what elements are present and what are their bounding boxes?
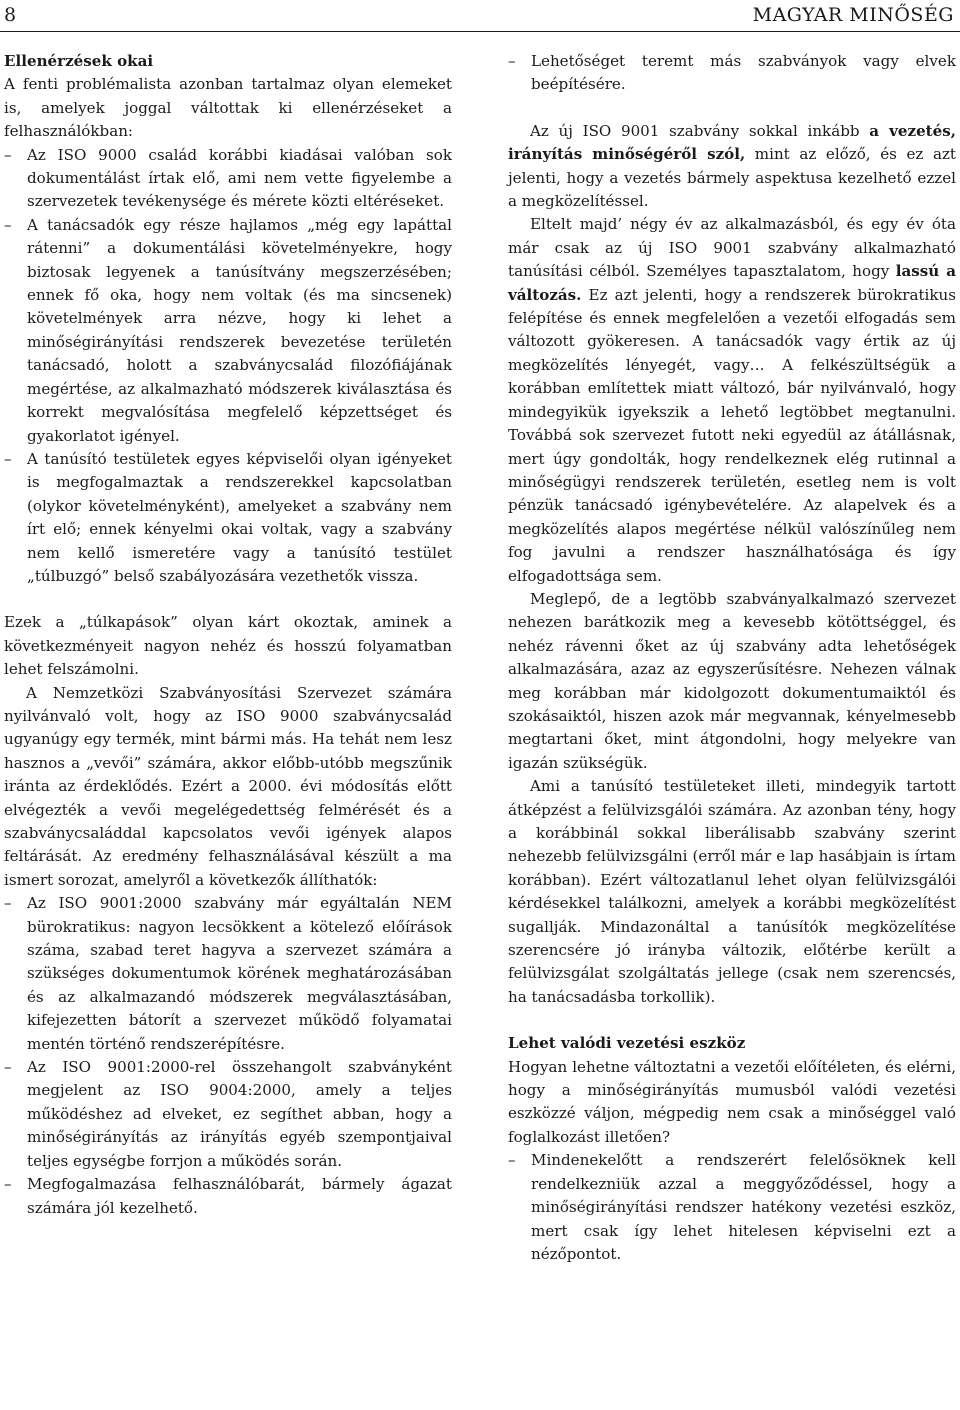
body-paragraph [508, 120, 956, 214]
objections-list [4, 144, 452, 589]
intro-paragraph: A fenti problémalista azonban tartalmaz olyan elemeket is, amelyek joggal váltottak ki ellenérzéseket a felhasználókban: [4, 75, 452, 141]
text-run: Az új ISO 9001 szabvány sokkal inkább [530, 121, 870, 140]
list-item: – Megfogalmazása felhasználóbarát, bármely ágazat számára jól kezelhető. [4, 1173, 452, 1220]
emphasis-text: a vezetés, irányítás minőségéről szól, [508, 121, 956, 164]
body-paragraph: Ami a tanúsító testületeket illeti, mindegyik tartott átképzést a felülvizsgálói számára. Az azonban tény, hogy a korábbinál sokkal liberálisabb szabvány szerint nehezebb felülvizsgálni (erről már e lap hasábjain is írtam korábban). Ezért változatlanul lehet olyan felülvizsgálói kérdésekkel találkozni, amelyek a korábbi megközelítést sugallják. Mindazonáltal a tanúsítók megközelítése szerencsére jó irányba változik, előtérbe került a felülvizsgálat szolgáltatás jellege (csak nem szerencsés, ha tanácsadásba torkollik). [508, 777, 956, 1006]
page-number: 8 [4, 4, 17, 26]
text-run: mint az előző, és ez azt jelenti, hogy a vezetés bármely aspektusa kezelhető ezzel a megközelítéssel. [508, 145, 956, 211]
page-header [0, 0, 960, 34]
section-heading-objections: Ellenérzések okai [4, 52, 154, 70]
header-rule [0, 31, 960, 32]
text-run: Ez azt jelenti, hogy a rendszerek bürokratikus felépítése és ennek megfelelően a vezetői elfogadás sem változott gyökeresen. A tanácsadók vagy értik az új megközelítés lényegét, vagy… A felkészültségük a korábban említettek miatt változó, bár nyilvánvaló, hogy mindegyikük igyekszik a lehető legtöbbet megtanulni. Továbbá sok szervezet futott neki egyedül az átállásnak, mert úgy gondolták, hogy rendelkeznek elég rutinnal a minőségügyi rendszerek területén, esetleg nem is volt pénzük tanácsadó igénybevételére. Az alapelvek és a megközelítés alapos megértése nélkül valószínűleg nem fog javulni a rendszer használhatósága és így elfogadottsága sem. [508, 285, 956, 585]
body-paragraph: Hogyan lehetne változtatni a vezetői előítéleten, és elérni, hogy a minőségirányítás mumusból valódi vezetési eszközzé váljon, mégpedig nem csak a minőséggel való foglalkozást illetően? [508, 1057, 956, 1146]
list-item: – A tanúsító testületek egyes képviselői olyan igényeket is megfogalmaztak a rendszerekkel kapcsolatban (olykor követelményként), amelyeket a szabvány nem írt elő; ennek kényelmi okai voltak, vagy a szabvány nem kellő ismeretére vagy a tanúsító testület „túlbuzgó” belső szabályozására vezethetők vissza. [4, 448, 452, 588]
list-item: – Az ISO 9001:2000-rel összehangolt szabványként megjelent az ISO 9004:2000, amely a teljes működéshez ad elveket, ez segíthet abban, hogy a minőségirányítás az irányítás egyéb szempontjaival teljes egységbe forrjon a működés során. [4, 1056, 452, 1173]
statements-list [4, 892, 452, 1220]
recommendations-list [508, 1149, 956, 1266]
list-item: – Az ISO 9000 család korábbi kiadásai valóban sok dokumentálást írtak elő, ami nem vette figyelembe a szervezetek tevékenysége és mérete közti eltéréseket. [4, 144, 452, 214]
list-item: – Mindenekelőtt a rendszerért felelősöknek kell rendelkezniük azzal a meggyőződéssel, hogy a minőségirányítási rendszer hatékony vezetési eszköz, mert csak így lehet hitelesen képviselni ezt a nézőpontot. [508, 1149, 956, 1266]
body-paragraph [508, 213, 956, 588]
right-column [508, 50, 956, 1266]
continued-list [508, 50, 956, 97]
list-item: – Az ISO 9001:2000 szabvány már egyáltalán NEM bürokratikus: nagyon lecsökkent a kötelező előírások száma, szabad teret hagyva a szervezet számára a szükséges dokumentumok körének meghatározásában és az alkalmazandó módszerek megválasztásában, kifejezetten bátorít a szervezet működő folyamatai mentén történő rendszerépítésre. [4, 892, 452, 1056]
body-paragraph: A Nemzetközi Szabványosítási Szervezet számára nyilvánvaló volt, hogy az ISO 9000 szabványcsalád ugyanúgy egy termék, mint bármi más. Ha tehát nem lesz hasznos a „vevői” számára, akkor előbb-utóbb megszűnik iránta az érdeklődés. Ezért a 2000. évi módosítás előtt elvégezték a vevői megelégedettség felmérését és a szabványcsaláddal kapcsolatos vevői igények alapos feltárását. Az eredmény felhasználásával készült a ma ismert sorozat, amelyről a következők állíthatók: [4, 683, 452, 889]
section-heading-management-tool: Lehet valódi vezetési eszköz [508, 1034, 746, 1053]
list-item: – Lehetőséget teremt más szabványok vagy elvek beépítésére. [508, 50, 956, 97]
body-paragraph: Ezek a „túlkapások” olyan kárt okoztak, aminek a következményeit nagyon nehéz és hosszú folyamatban lehet felszámolni. [4, 613, 452, 679]
text-run: Eltelt majd’ négy év az alkalmazásból, és egy év óta már csak az új ISO 9001 szabvány alkalmazható tanúsítási célból. Személyes tapasztalatom, hogy [508, 215, 956, 281]
list-item: – A tanácsadók egy része hajlamos „még egy lapáttal rátenni” a dokumentálási követelményekre, hogy biztosak legyenek a tanúsítvány megszerzésében; ennek fő oka, hogy nem voltak (és ma sincsenek) követelmények arra nézve, hogy ki lehet a minőségirányítási rendszerek bevezetése területén tanácsadó, holott a szabványcsalád filozófiájának megértése, az alkalmazható módszerek kiválasztása és korrekt megvalósítása megfelelő képzettséget és gyakorlatot igényel. [4, 214, 452, 448]
running-title: MAGYAR MINŐSÉG [752, 4, 954, 26]
body-paragraph: Meglepő, de a legtöbb szabványalkalmazó szervezet nehezen barátkozik meg a kevesebb kötöttséggel, és nehéz rávenni őket az új szabvány adta lehetőségek alkalmazására, azaz az egyszerűsítésre. Nehezen válnak meg korábban már kidolgozott dokumentumaiktól és szokásaiktól, hiszen azok már megvannak, kényelmesebb megtartani őket, mint átgondolni, hogy melyekre van igazán szükségük. [508, 589, 956, 772]
left-column [4, 50, 452, 1220]
emphasis-text: lassú a változás. [508, 262, 956, 304]
